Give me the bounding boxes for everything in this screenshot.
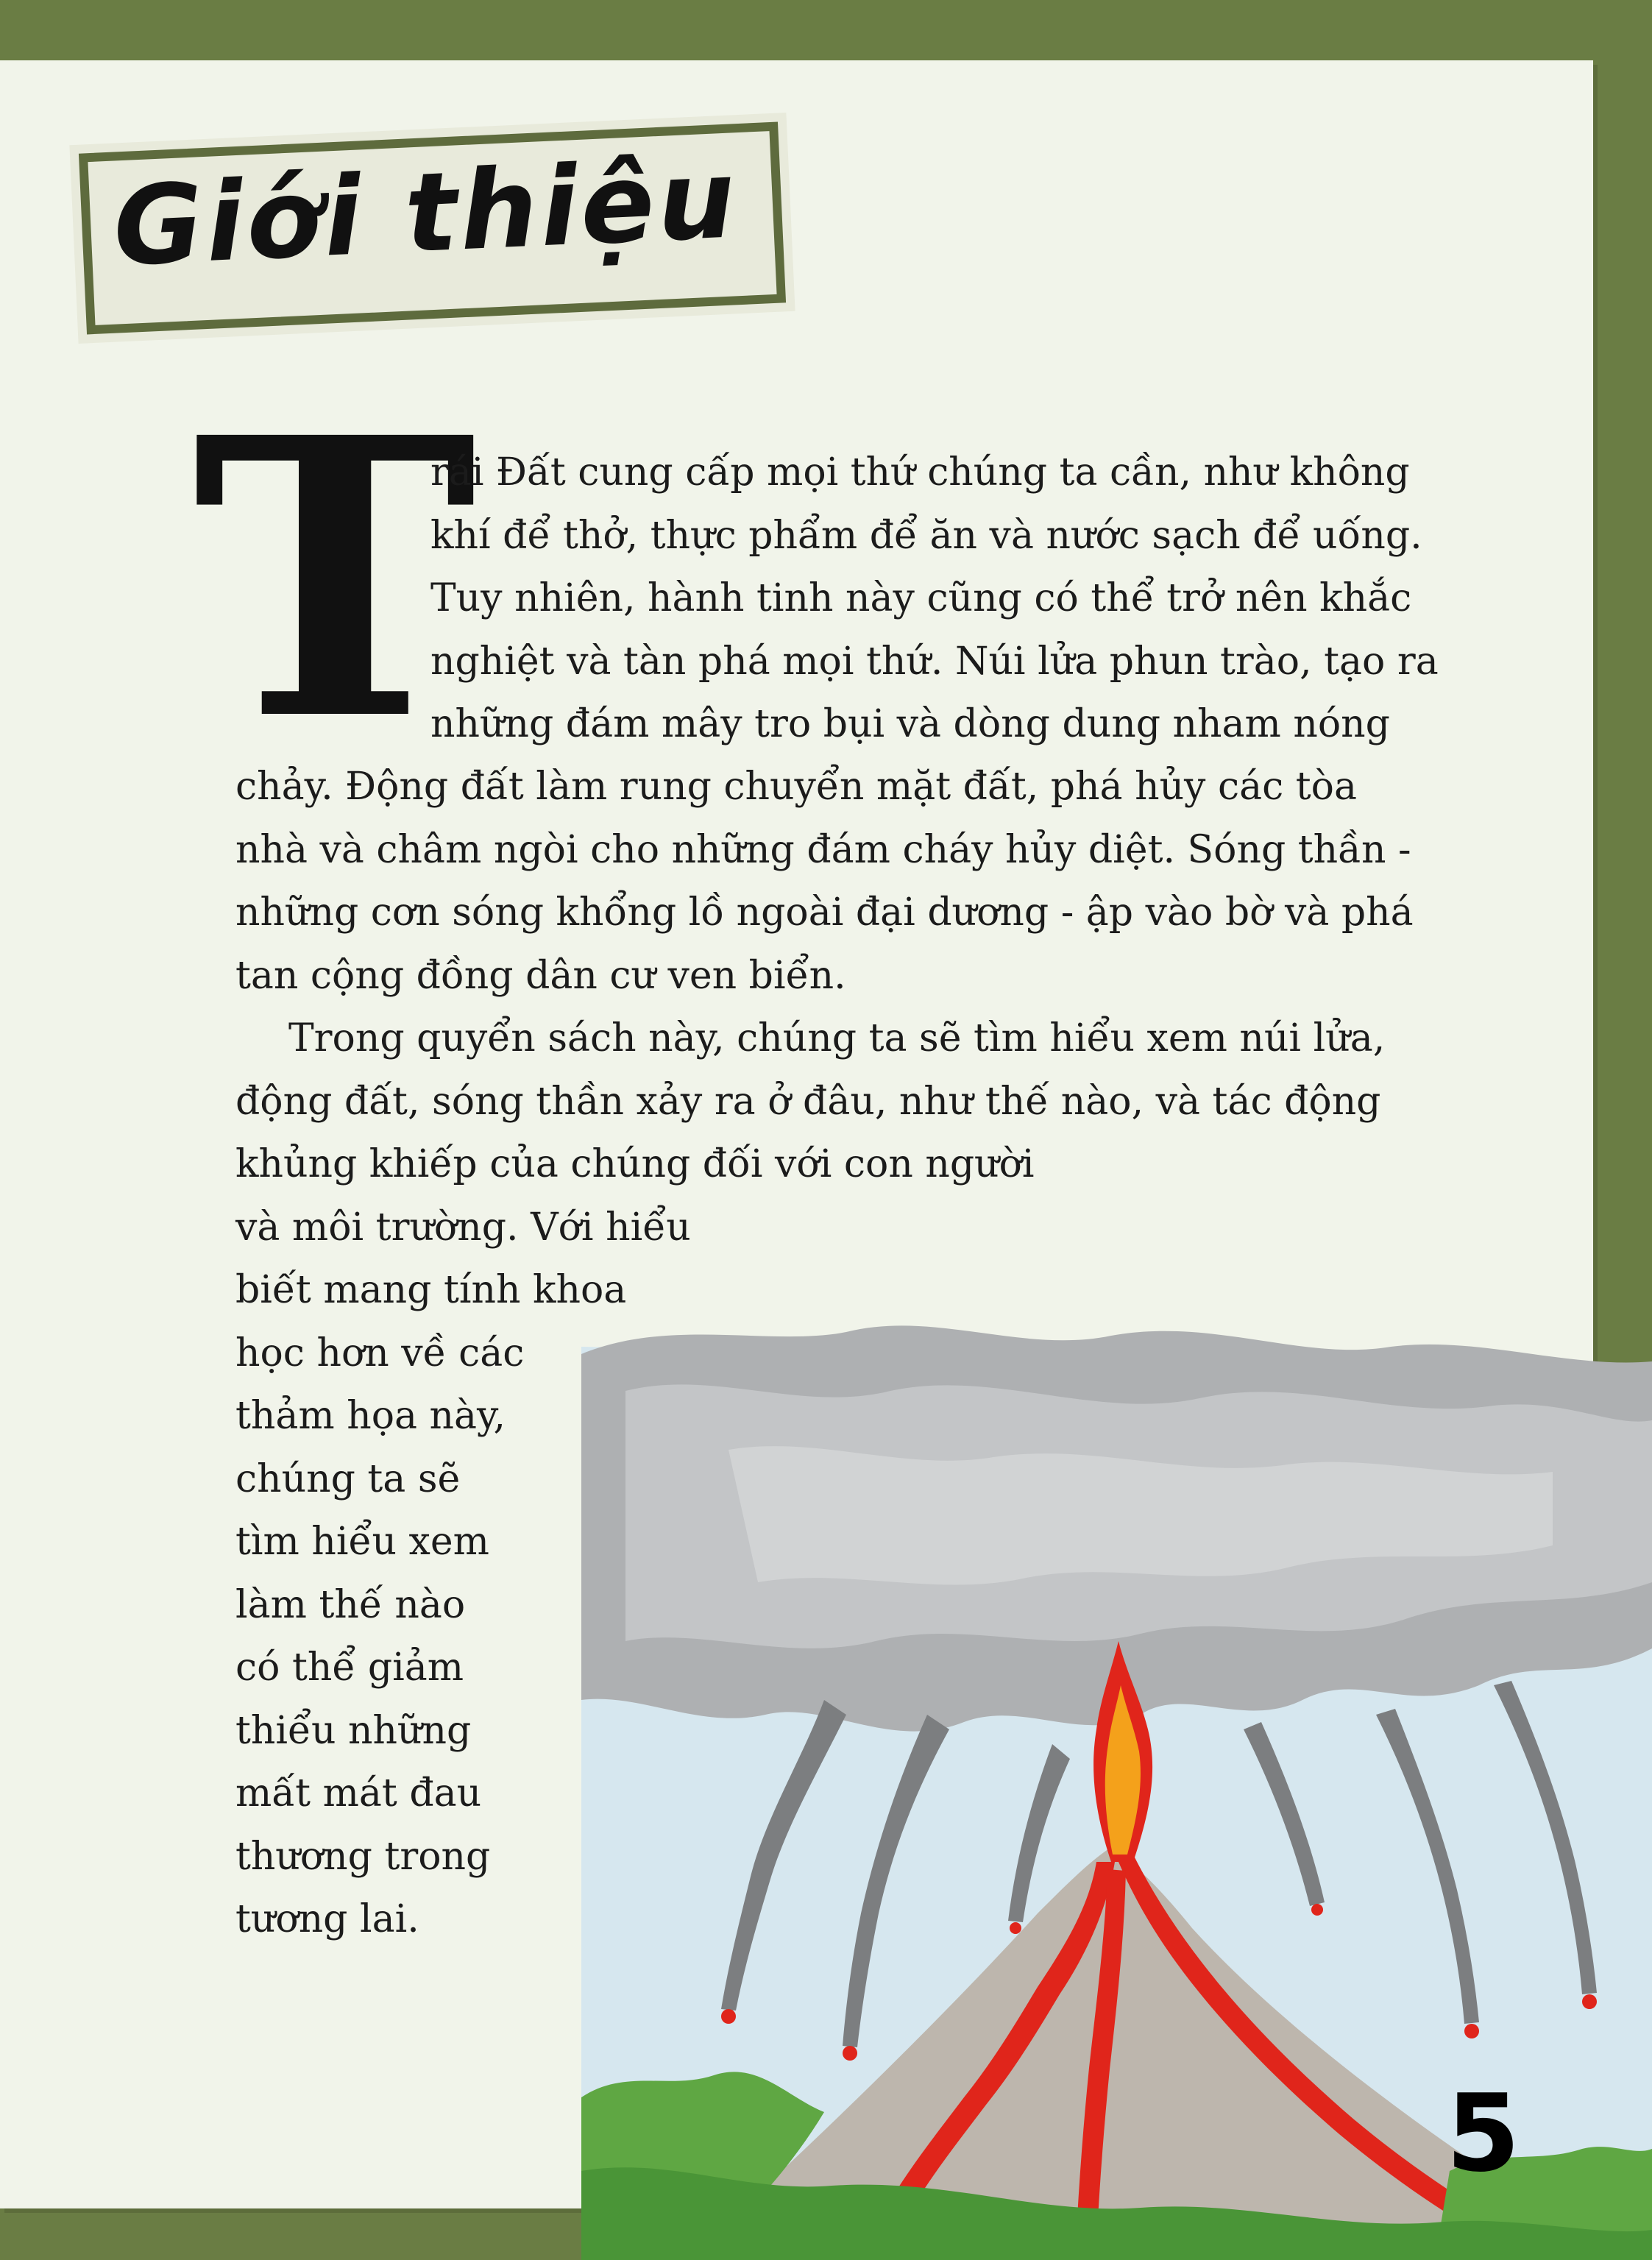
- text-line: động đất, sóng thần xảy ra ở đâu, như thế nào, và tác động: [235, 1079, 1381, 1124]
- page-number: 5: [1446, 2072, 1520, 2196]
- text-line: chúng ta sẽ: [235, 1456, 461, 1501]
- text-line: khí để thở, thực phẩm để ăn và nước sạch để uống.: [430, 513, 1422, 558]
- text-line: thiểu những: [235, 1708, 472, 1753]
- text-line: mất mát đau: [235, 1771, 482, 1816]
- text-line: tìm hiểu xem: [235, 1520, 489, 1564]
- paragraph-1-continued: [235, 756, 1414, 1007]
- text-line: khủng khiếp của chúng đối với con người: [235, 1142, 1035, 1186]
- text-line: Trong quyển sách này, chúng ta sẽ tìm hiểu xem núi lửa,: [288, 1016, 1386, 1060]
- paragraph-1-dropcap-block: [430, 442, 1439, 757]
- text-line: nhà và châm ngòi cho những đám cháy hủy diệt. Sóng thần -: [235, 827, 1411, 872]
- text-line: tan cộng đồng dân cư ven biển.: [235, 953, 846, 998]
- text-line: thảm họa này,: [235, 1394, 506, 1438]
- page-title: Giới thiệu: [110, 135, 741, 291]
- dropcap-text: T: [192, 355, 478, 804]
- text-line: và môi trường. Với hiểu: [235, 1205, 691, 1250]
- text-line: rái Đất cung cấp mọi thứ chúng ta cần, như không: [430, 450, 1410, 495]
- text-line: những đám mây tro bụi và dòng dung nham nóng: [430, 702, 1390, 746]
- title-banner: [69, 113, 795, 344]
- text-line: làm thế nào: [235, 1582, 466, 1627]
- text-line: biết mang tính khoa: [235, 1268, 627, 1312]
- text-line: Tuy nhiên, hành tinh này cũng có thể trở nên khắc: [430, 576, 1412, 620]
- text-line: có thể giảm: [235, 1646, 464, 1690]
- text-line: tương lai.: [235, 1897, 419, 1941]
- text-line: nghiệt và tàn phá mọi thứ. Núi lửa phun trào, tạo ra: [430, 639, 1439, 684]
- dropcap-letter: [192, 355, 478, 804]
- text-line: thương trong: [235, 1834, 491, 1879]
- text-line: những cơn sóng khổng lồ ngoài đại dương - ập vào bờ và phá: [235, 890, 1414, 935]
- text-line: học hơn về các: [235, 1331, 525, 1375]
- text-line: chảy. Động đất làm rung chuyển mặt đất, phá hủy các tòa: [235, 765, 1357, 809]
